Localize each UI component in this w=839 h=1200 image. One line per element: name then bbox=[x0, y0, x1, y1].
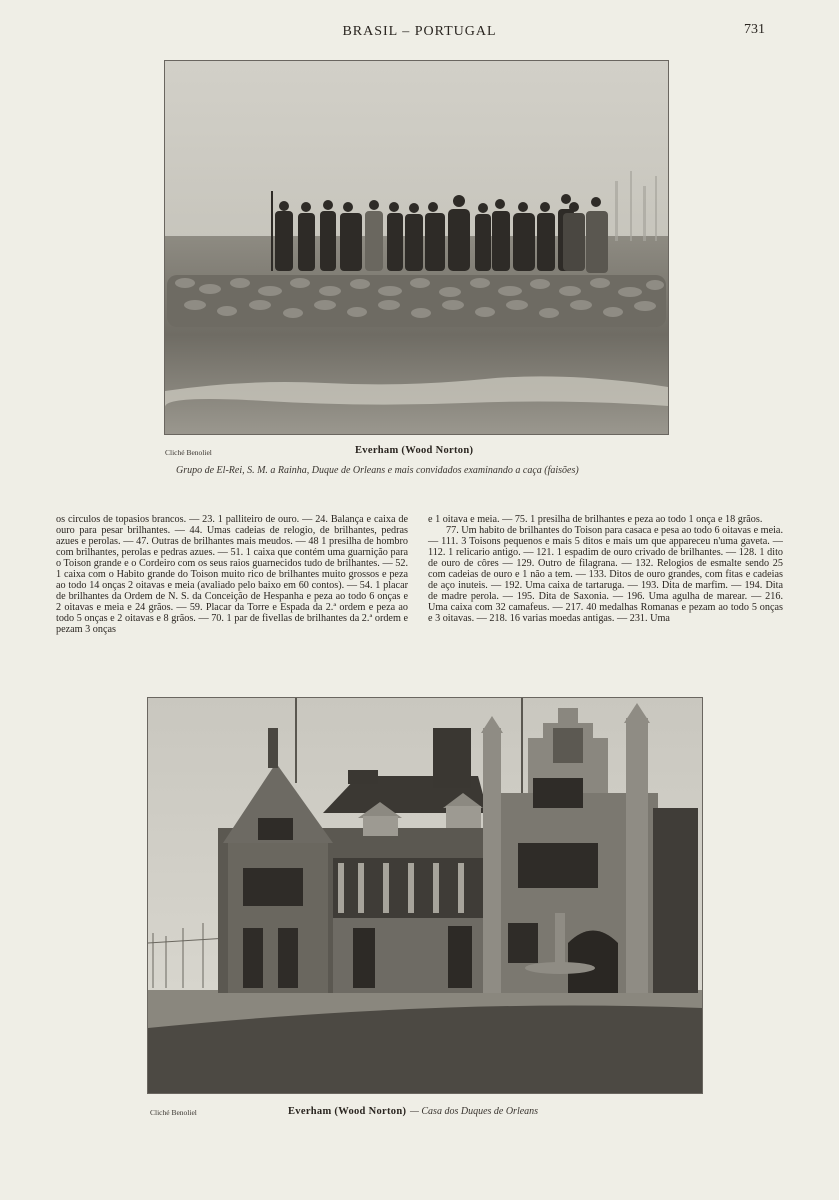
figure-2-caption: — Casa dos Duques de Orleans bbox=[410, 1106, 539, 1117]
running-title: BRASIL – PORTUGAL bbox=[342, 24, 497, 39]
figure-1-title: Everham (Wood Norton) bbox=[355, 445, 474, 456]
photo-credit-1: Cliché Benoliel bbox=[165, 448, 212, 457]
page-header bbox=[0, 22, 839, 42]
figure-2-title: Everham (Wood Norton) bbox=[288, 1106, 407, 1117]
body-text-right-column bbox=[428, 515, 783, 625]
figure-1-caption: Grupo de El-Rei, S. M. a Rainha, Duque de Orleans e mais convidados examinando a caça (faisões) bbox=[176, 465, 579, 476]
right-column-paragraph-1: e 1 oitava e meia. — 75. 1 presilha de brilhantes e peza ao todo 1 onça e 18 grãos. bbox=[428, 514, 763, 525]
everham-house-photo bbox=[147, 697, 703, 1094]
photo-credit-2: Cliché Benoliel bbox=[150, 1108, 197, 1117]
hunting-party-photo bbox=[164, 60, 669, 435]
page-number: 731 bbox=[744, 22, 765, 37]
right-column-paragraph-2: 77. Um habito de brilhantes do Toison para casaca e pesa ao todo 6 oitavas e meia. — 111. 3 Toisons pequenos e mais 5 ditos e mais um que appareceu n'uma gaveta. — 112. 1 relicario antigo. — 121. 1 espadim de ouro crivado de brilhantes. — 128. 1 dito de ouro de côres — 129. Outro de filagrana. — 132. Relogios de esmalte sendo 25 com cadeias de ouro e 1 não a tem. — 133. Ditos de ouro grandes, com fitas e cadeias de aço inuteis. — 192. Uma caixa de tartaruga. — 193. Dita de marfim. — 194. Dita de madre perola. — 195. Dita de Saxonia. — 196. Uma agulha de marear. — 216. Uma caixa com 32 camafeus. — 217. 40 medalhas Romanas e pezam ao todo 5 onças e 3 oitavas. — 218. 16 varias moedas antigas. — 231. Uma bbox=[428, 524, 783, 624]
body-text-left-column: os circulos de topasios brancos. — 23. 1 palliteiro de ouro. — 24. Balança e caixa de ouro para pesar brilhantes. — 44. Umas cadeias de relogio, de brilhantes, pedras azues e perolas. — 47. Outras de brilhantes mais meudos. — 48 1 presilha de hombro com brilhantes, perolas e pedras azues. — 51. 1 caixa que contém uma guarnição para o Toison grande e o Cordeiro com os seus raios guarnecidos tudo de brilhantes. — 52. 1 caixa com o Habito grande do Toison muito rico de brilhantes muito grossos e peza ao todo 14 onças 2 oitavas e meia (avaliado pelo baixo em 60 contos). — 54. 1 placar de brilhantes da Ordem de N. S. da Conceição de Hespanha e peza ao todo 6 onças e 2 oitavas e meia e 24 grãos. — 59. Placar da Torre e Espada da 2.ª ordem e peza ao todo 5 onças e 2 oitavas e 8 grãos. — 70. 1 par de fivellas de brilhantes da 2.ª ordem e pezam 3 onças bbox=[56, 514, 408, 635]
